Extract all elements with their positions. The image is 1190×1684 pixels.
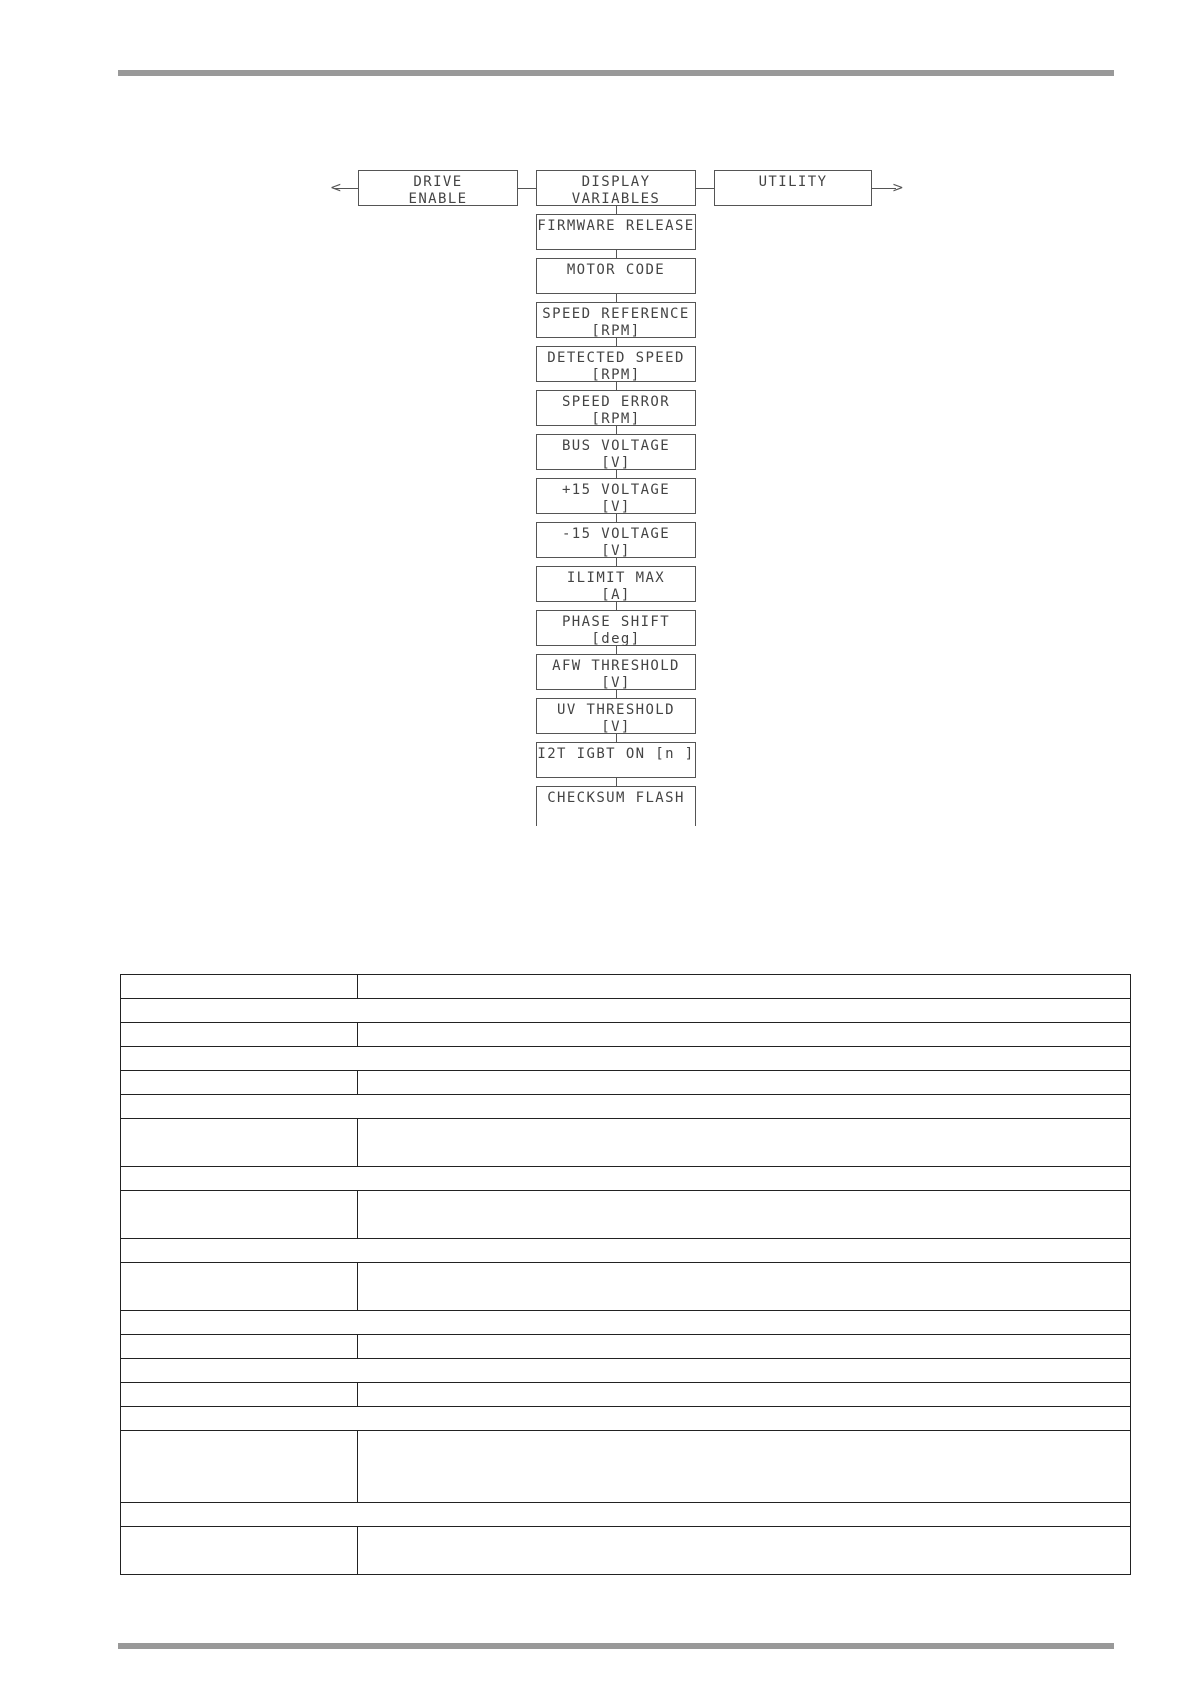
table-row: [121, 1311, 1131, 1335]
left-arrow-icon: <: [330, 180, 342, 196]
table-row: [121, 1047, 1131, 1071]
table-section-row: [121, 1167, 1131, 1191]
table-cell: [121, 1119, 358, 1167]
table-row: [121, 1023, 1131, 1047]
table-cell: [358, 1191, 1131, 1239]
table-section-row: [121, 1407, 1131, 1431]
item-bus-voltage[interactable]: BUS VOLTAGE [V]: [536, 434, 696, 470]
item-motor-code[interactable]: MOTOR CODE: [536, 258, 696, 294]
item-i2t-igbt-on[interactable]: I2T IGBT ON [n ]: [536, 742, 696, 778]
table-row: [121, 1383, 1131, 1407]
menu-drive-enable[interactable]: DRIVE ENABLE: [358, 170, 518, 206]
table-cell: [358, 1119, 1131, 1167]
table-section-row: [121, 1311, 1131, 1335]
table-row: [121, 999, 1131, 1023]
item-ilimit-max[interactable]: ILIMIT MAX [A]: [536, 566, 696, 602]
table-row: [121, 1239, 1131, 1263]
table-cell: [358, 1431, 1131, 1503]
table-cell: [358, 1383, 1131, 1407]
table-row: [121, 1167, 1131, 1191]
table-section-row: [121, 1239, 1131, 1263]
connector-mid-left: [518, 188, 536, 189]
right-arrow-icon: >: [892, 180, 904, 196]
item-phase-shift[interactable]: PHASE SHIFT [deg]: [536, 610, 696, 646]
table-row: [121, 1431, 1131, 1503]
table-row: [121, 1071, 1131, 1095]
table-row: [121, 1191, 1131, 1239]
item-firmware-release[interactable]: FIRMWARE RELEASE: [536, 214, 696, 250]
table-section-row: [121, 1503, 1131, 1527]
connector-mid-right: [696, 188, 714, 189]
table-row: [121, 1119, 1131, 1167]
table-row: [121, 1503, 1131, 1527]
table-section-row: [121, 1047, 1131, 1071]
table-cell: [121, 1023, 358, 1047]
table-cell: [121, 1191, 358, 1239]
table-cell: [358, 975, 1131, 999]
table-cell: [121, 1431, 358, 1503]
table-cell: [121, 1335, 358, 1359]
table-row: [121, 1359, 1131, 1383]
item-minus15-voltage[interactable]: -15 VOLTAGE [V]: [536, 522, 696, 558]
table-cell: [358, 1263, 1131, 1311]
table-cell: [358, 1071, 1131, 1095]
item-speed-error[interactable]: SPEED ERROR [RPM]: [536, 390, 696, 426]
table-cell: [358, 1527, 1131, 1575]
item-detected-speed[interactable]: DETECTED SPEED [RPM]: [536, 346, 696, 382]
footer-rule: [118, 1643, 1114, 1649]
table-row: [121, 1263, 1131, 1311]
table-section-row: [121, 1095, 1131, 1119]
item-speed-reference[interactable]: SPEED REFERENCE [RPM]: [536, 302, 696, 338]
table-cell: [358, 1335, 1131, 1359]
table-row: [121, 1407, 1131, 1431]
item-plus15-voltage[interactable]: +15 VOLTAGE [V]: [536, 478, 696, 514]
item-afw-threshold[interactable]: AFW THRESHOLD [V]: [536, 654, 696, 690]
table-row: [121, 1095, 1131, 1119]
table-cell: [358, 1023, 1131, 1047]
item-checksum-flash[interactable]: CHECKSUM FLASH: [536, 786, 696, 826]
table-section-row: [121, 999, 1131, 1023]
table-row: [121, 1335, 1131, 1359]
table-row: [121, 1527, 1131, 1575]
table-cell: [121, 975, 358, 999]
table-cell: [121, 1263, 358, 1311]
table-cell: [121, 1383, 358, 1407]
menu-utility[interactable]: UTILITY: [714, 170, 872, 206]
table-row: [121, 975, 1131, 999]
table-cell: [121, 1527, 358, 1575]
table-cell: [121, 1071, 358, 1095]
parameter-table: [120, 974, 1131, 1575]
item-uv-threshold[interactable]: UV THRESHOLD [V]: [536, 698, 696, 734]
table-section-row: [121, 1359, 1131, 1383]
menu-display-variables[interactable]: DISPLAY VARIABLES: [536, 170, 696, 206]
